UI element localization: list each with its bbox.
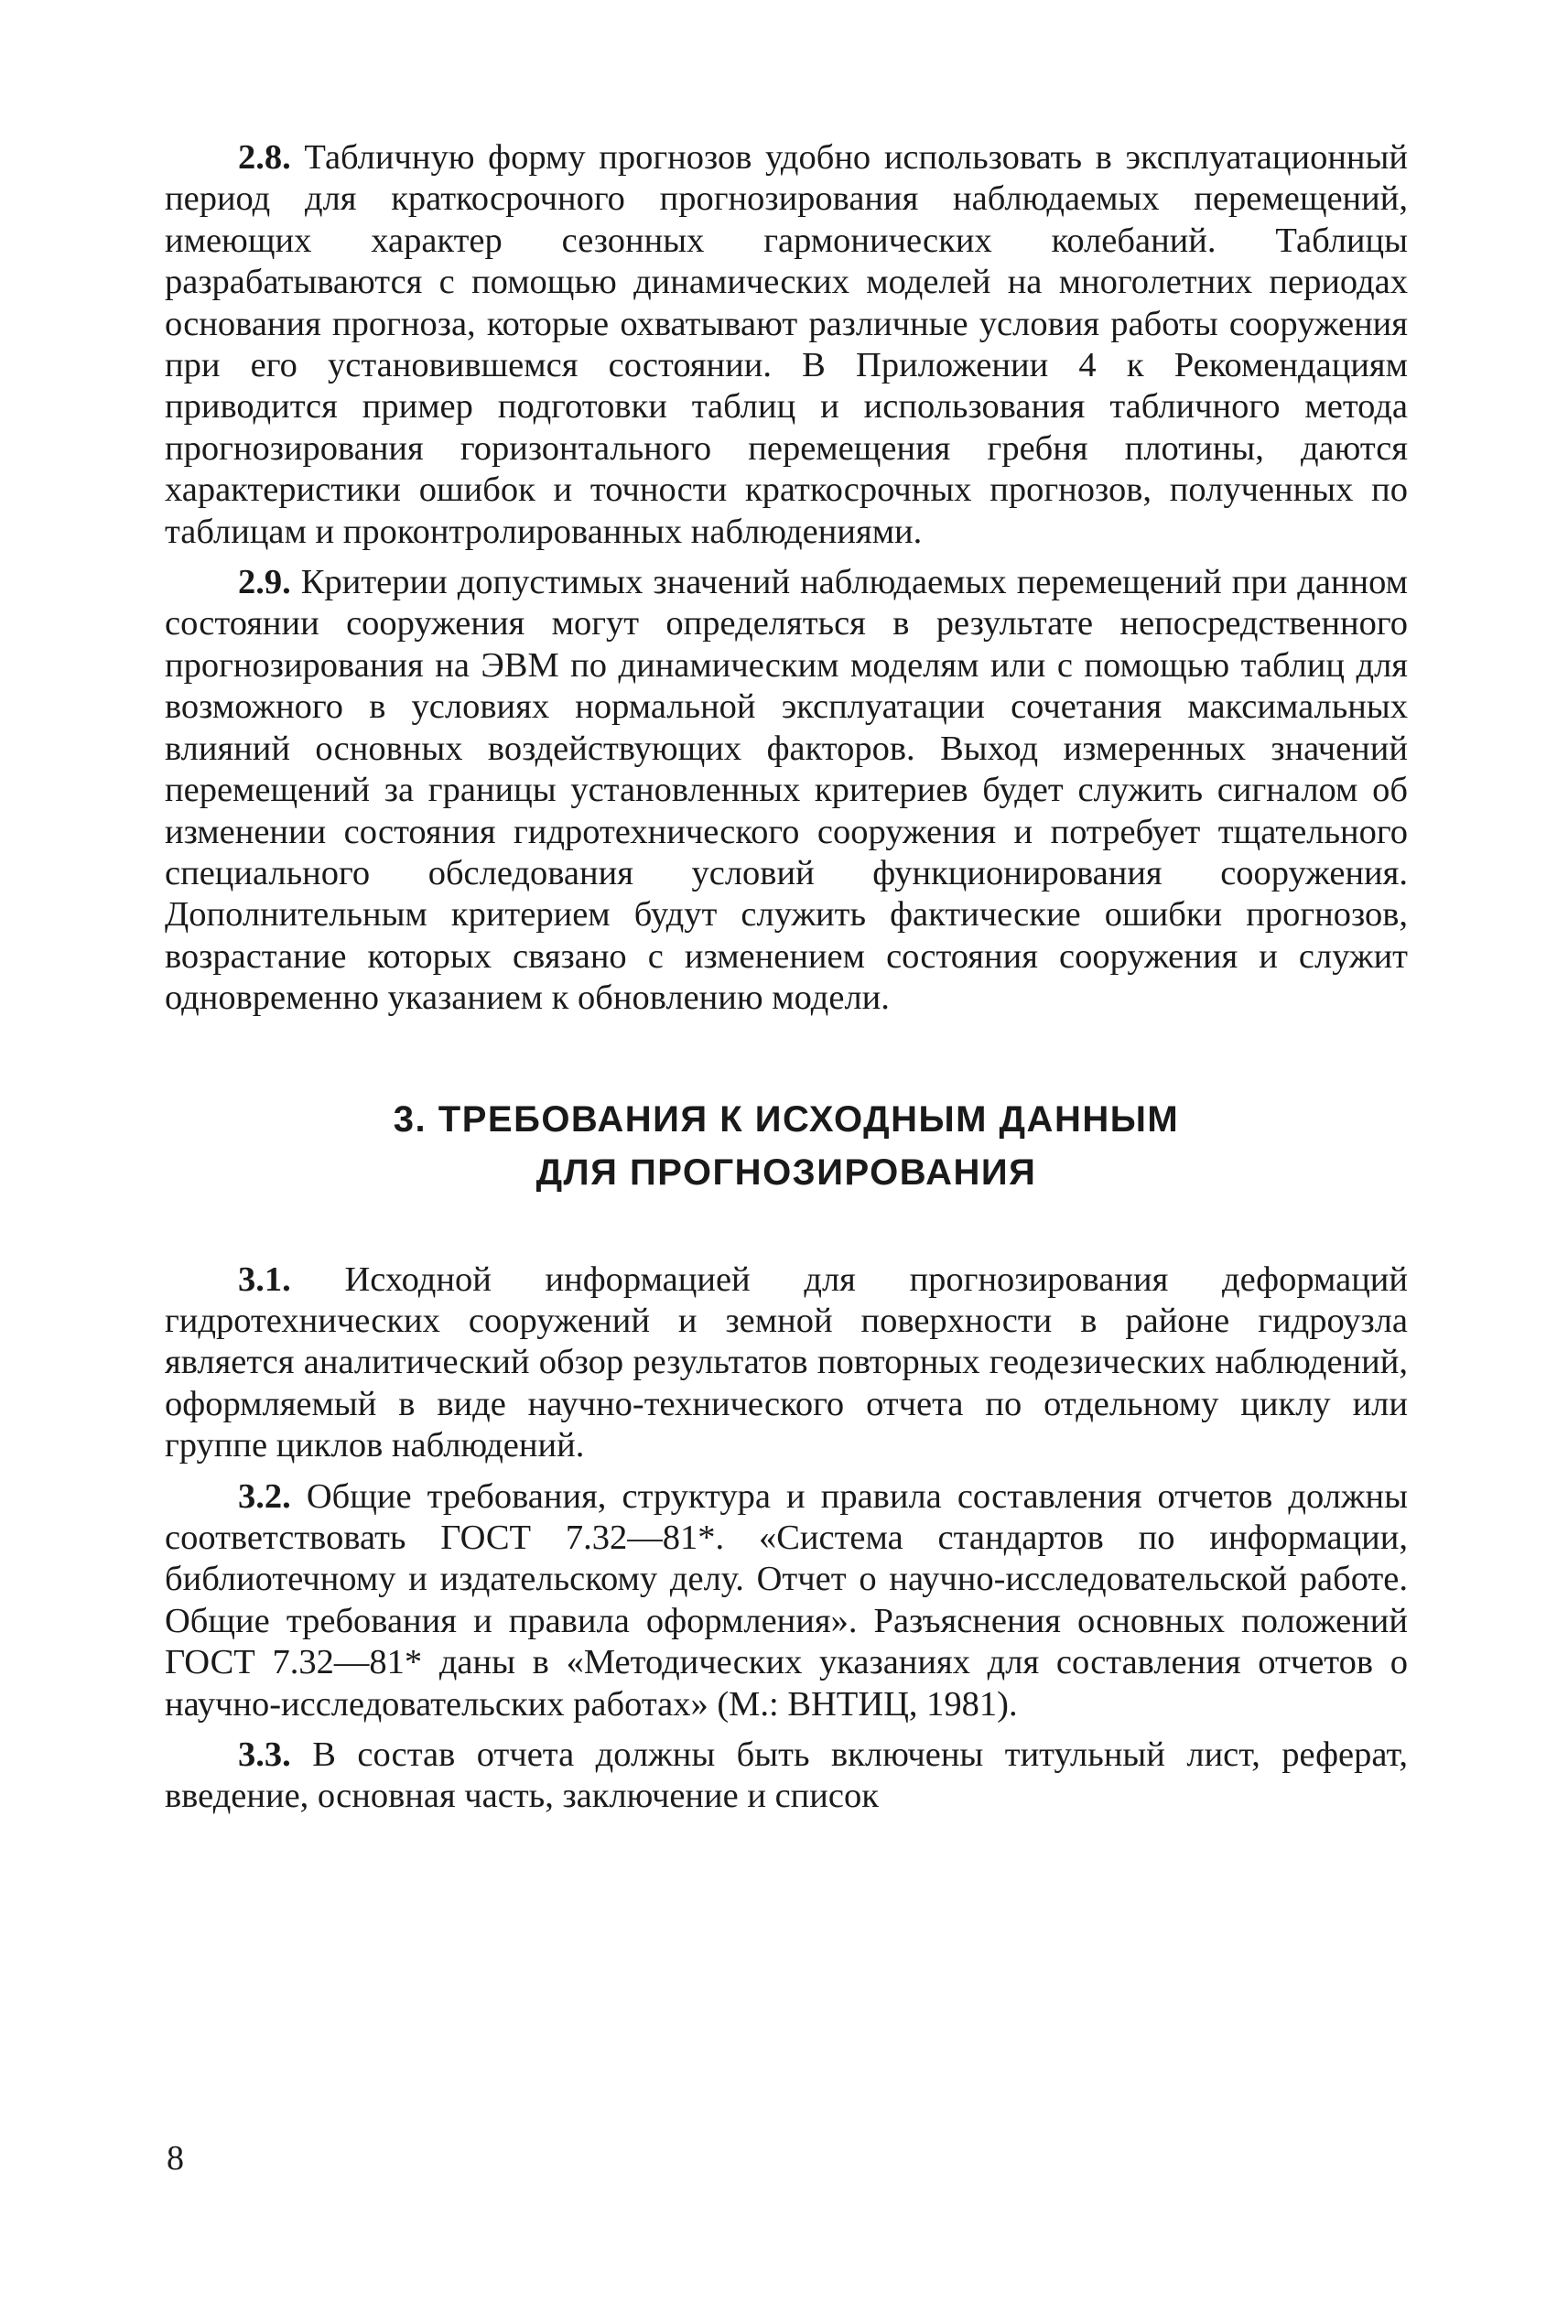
paragraph-number: 2.8.: [238, 138, 291, 177]
paragraph-3-2: [165, 1476, 1408, 1725]
page-content: [165, 137, 1408, 1818]
section-heading-line-1: 3. ТРЕБОВАНИЯ К ИСХОДНЫМ ДАННЫМ: [393, 1098, 1180, 1140]
paragraph-number: 3.3.: [238, 1735, 291, 1774]
paragraph-3-1: [165, 1259, 1408, 1467]
paragraph-3-3: [165, 1735, 1408, 1818]
paragraph-text: Исходной информацией для прогнозирования деформаций гидротехнических сооружений и земной поверхности в районе гидроузла является аналитический обзор результатов повторных геодезических наблюдений, оформляемый в виде научно-технического отчета по отдельному циклу или группе циклов наблюдений.: [165, 1259, 1409, 1465]
paragraph-text: В состав отчета должны быть включены титульный лист, реферат, введение, основная часть, заключение и список: [165, 1735, 1409, 1816]
paragraph-number: 3.1.: [238, 1259, 291, 1299]
paragraph-number: 3.2.: [238, 1476, 291, 1516]
paragraph-text: Табличную форму прогнозов удобно использовать в эксплуатационный период для краткосрочного прогнозирования наблюдаемых перемещений, имеющих характер сезонных гармонических колебаний. Таблицы разрабатываются с помощью динамических моделей на многолетних периодах основания прогноза, которые охватывают различные условия работы сооружения при его установившемся состоянии. В Приложении 4 к Рекомендациям приводится пример подготовки таблиц и использования табличного метода прогнозирования горизонтального перемещения гребня плотины, даются характеристики ошибок и точности краткосрочных прогнозов, полученных по таблицам и проконтролированных наблюдениями.: [165, 138, 1409, 551]
paragraph-2-9: [165, 562, 1408, 1019]
paragraph-text: Критерии допустимых значений наблюдаемых перемещений при данном состоянии сооружения могут определяться в результате непосредственного прогнозирования на ЭВМ по динамическим моделям или с помощью таблиц для возможного в условиях нормальной эксплуатации сочетания максимальных влияний основных воздействующих факторов. Выход измеренных значений перемещений за границы установленных критериев будет служить сигналом об изменении состояния гидротехнического сооружения и потребует тщательного специального обследования условий функционирования сооружения. Дополнительным критерием будут служить фактические ошибки прогнозов, возрастание которых связано с изменением состояния сооружения и служит одновременно указанием к обновлению модели.: [165, 563, 1408, 1018]
page-number: 8: [167, 2139, 184, 2178]
section-heading: [165, 1093, 1408, 1199]
paragraph-text: Общие требования, структура и правила составления отчетов должны соответствовать ГОСТ 7.32—81*. «Система стандартов по информации, библиотечному и издательскому делу. Отчет о научно-исследовательской работе. Общие требования и правила оформления». Разъяснения основных положений ГОСТ 7.32—81* даны в «Методических указаниях для составления отчетов о научно-исследовательских работах» (М.: ВНТИЦ, 1981).: [165, 1476, 1409, 1724]
section-heading-line-2: ДЛЯ ПРОГНОЗИРОВАНИЯ: [535, 1151, 1037, 1193]
paragraph-number: 2.9.: [238, 563, 291, 602]
paragraph-2-8: [165, 137, 1408, 553]
